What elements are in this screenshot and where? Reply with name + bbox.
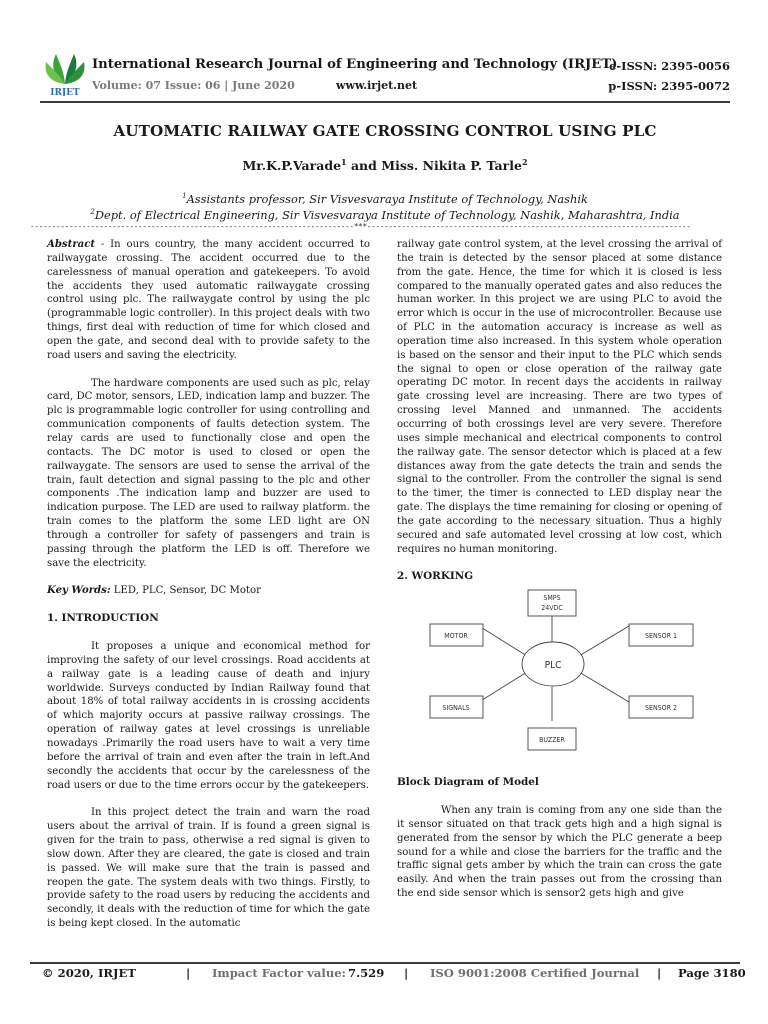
volume-issue: Volume: 07 Issue: 06 | June 2020 xyxy=(92,79,295,92)
journal-header xyxy=(40,50,730,100)
sensor-2-label: SENSOR 2 xyxy=(644,704,678,713)
diagram-caption: Block Diagram of Model xyxy=(397,776,539,789)
abstract-paragraph xyxy=(47,238,370,363)
footer-page-number: Page 3180 xyxy=(678,966,746,980)
introduction-paragraph-2: In this project detect the train and warn the road users about the arrival of train. If is found a green signal is given for the train to pass, otherwise a red signal is given to slow down. After they are cleared, the gate is closed and train is passed. We will make sure that the train is passed and reopen the gate. The system deals with two things. Firstly, to provide safety to the road users by reducing the accidents and secondly, it deals with the reduction of time for which the gate is being kept closed. In the automatic xyxy=(47,807,370,930)
author-2: and Miss. Nikita P. Tarle xyxy=(346,158,522,174)
e-issn: e-ISSN: 2395-0056 xyxy=(609,59,730,73)
connector-sensor1 xyxy=(579,626,629,656)
section-separator: ---------------------------------------------------------------------------***--------------------------------------------------------------------------- xyxy=(30,222,691,231)
paper-authors xyxy=(40,157,730,173)
footer-separator-1: | xyxy=(186,966,191,980)
introduction-paragraph-1: It proposes a unique and economical method for improving the safety of our level crossings. Road accidents at a railway gate is a leading cause of death and injury worldwide. Surveys conducted by Indian Railway found that about 18% of total railway accidents in is crossing accidents of which majority occurs at passive railway crossings. The operation of railway gates at level crossings is unreliable nowadays .Primarily the road users have to wait a very time before the arrival of train and even after the train in left.And secondly the accidents that occur by the carelessness of the road users or due to the time errors occur by the gatekeepers. xyxy=(47,641,370,791)
footer-iso: ISO 9001:2008 Certified Journal xyxy=(430,966,640,980)
paper-title: AUTOMATIC RAILWAY GATE CROSSING CONTROL USING PLC xyxy=(113,122,657,140)
connector-signals xyxy=(479,672,527,702)
page-footer xyxy=(30,966,746,982)
abstract-text: - In ours country, the many accident occurred to railwaygate crossing. The accident occurred due to the carelessness of manual operation and gatekeepers. To avoid the accidents they used automatic railwaygate crossing control using plc. The railwaygate control by using the plc (programmable logic controller). In this project deals with two things, first deal with reduction of time for which closed and open the gate, and second deal with to provide safety to the road users and saving the electricity. xyxy=(47,239,370,361)
p-issn: p-ISSN: 2395-0072 xyxy=(608,79,730,93)
website-link[interactable]: www.irjet.net xyxy=(336,79,418,92)
author-1: Mr.K.P.Varade xyxy=(242,158,342,174)
intro-continued-paragraph: railway gate control system, at the level crossing the arrival of the train is detected by the sensor placed at some distance from the gate. Hence, the time for which it is closed is less compared to the manually operated gates and also reduces the human worker. In this project we are using PLC to avoid the error which is occur in the use of microcontroller. Because use of PLC in the automation accuracy is increase as well as operation time also increased. In this system whole operation is based on the sensor and their input to the PLC which sends the signal to open or close operation of the railway gate operating DC motor. In recent days the accidents in railway gate crossing level are increasing. There are two types of crossing level Manned and unmanned. The accidents occurring of both crossings level are very severe. Therefore uses simple mechanical and electrical components to control the railway gate. The sensor detector which is placed at a few distances away from the gate detects the train and sends the signal to the controller. From the controller the signal is send to the timer, the timer is connected to LED display near the gate. The displays the time remaining for closing or opening of the gate according to the necessary situation. Thus a highly secured and safe automated level crossing at low cost, which requires no human monitoring. xyxy=(397,239,722,555)
journal-title: International Research Journal of Engineering and Technology (IRJET) xyxy=(92,57,618,72)
footer-copyright: © 2020, IRJET xyxy=(42,966,136,980)
block-diagram xyxy=(397,584,722,764)
footer-divider xyxy=(30,962,740,964)
affiliation-1: $^1$Assistants professor, Sir Visvesvaraya Institute of Technology, Nashik xyxy=(182,192,588,206)
signals-label: SIGNALS xyxy=(442,704,470,713)
header-divider xyxy=(40,101,730,103)
abstract-label: Abstract xyxy=(47,238,96,250)
buzzer-label: BUZZER xyxy=(539,736,565,745)
footer-impact-label: Impact Factor value: xyxy=(212,966,346,980)
left-column xyxy=(47,238,370,931)
abstract-paragraph-2: The hardware components are used such as plc, relay card, DC motor, sensors, LED, indication lamp and buzzer. The plc is programmable logic controller for using controlling and communication components of faults detection system. The relay cards are used to functionally close and open the contacts. The DC motor is used to closed or open the railwaygate. The sensors are used to sense the arrival of the train, fault detection and signal passing to the plc and other components .The indication lamp and buzzer are used to indication purpose. The LED are used to railway platform. the train comes to the platform the some LED light are ON through a controller for safety of passengers and train is passing through the platform the LED is off. Therefore we save the electricity. xyxy=(47,377,370,569)
working-heading: 2. WORKING xyxy=(397,570,474,583)
affiliation-2: $^2$Dept. of Electrical Engineering, Sir Visvesvaraya Institute of Technology, Nashik, Maharashtra, India xyxy=(90,208,680,222)
keywords-paragraph xyxy=(47,584,370,598)
smps-label-2: 24VDC xyxy=(541,604,563,613)
sensor-1-label: SENSOR 1 xyxy=(644,632,678,641)
right-column xyxy=(397,238,722,901)
author-2-sup: 2 xyxy=(521,157,528,167)
logo-text: IRJET xyxy=(50,88,80,96)
author-1-sup: 1 xyxy=(341,157,347,167)
footer-separator-2: | xyxy=(404,966,409,980)
introduction-heading: 1. INTRODUCTION xyxy=(47,612,159,625)
working-paragraph: When any train is coming from any one side than the it sensor situated on that track gets high and a high signal is generated from the sensor by which the PLC generate a beep sound for a while and close the barriers for the traffic and the traffic signal gets amber by which the train can cross the gate easily. And when the train passes out from the crossing than the end side sensor which is sensor2 gets high and give xyxy=(397,805,722,900)
footer-separator-3: | xyxy=(657,966,662,980)
smps-label-1: SMPS xyxy=(543,594,561,603)
connector-motor xyxy=(479,626,527,656)
connector-sensor2 xyxy=(579,672,629,702)
irjet-logo-icon xyxy=(44,50,86,96)
keywords-label: Key Words: xyxy=(47,584,111,597)
footer-impact-value: 7.529 xyxy=(348,966,385,980)
keywords-text: LED, PLC, Sensor, DC Motor xyxy=(110,585,261,597)
plc-label: PLC xyxy=(544,660,562,672)
motor-label: MOTOR xyxy=(444,632,468,641)
